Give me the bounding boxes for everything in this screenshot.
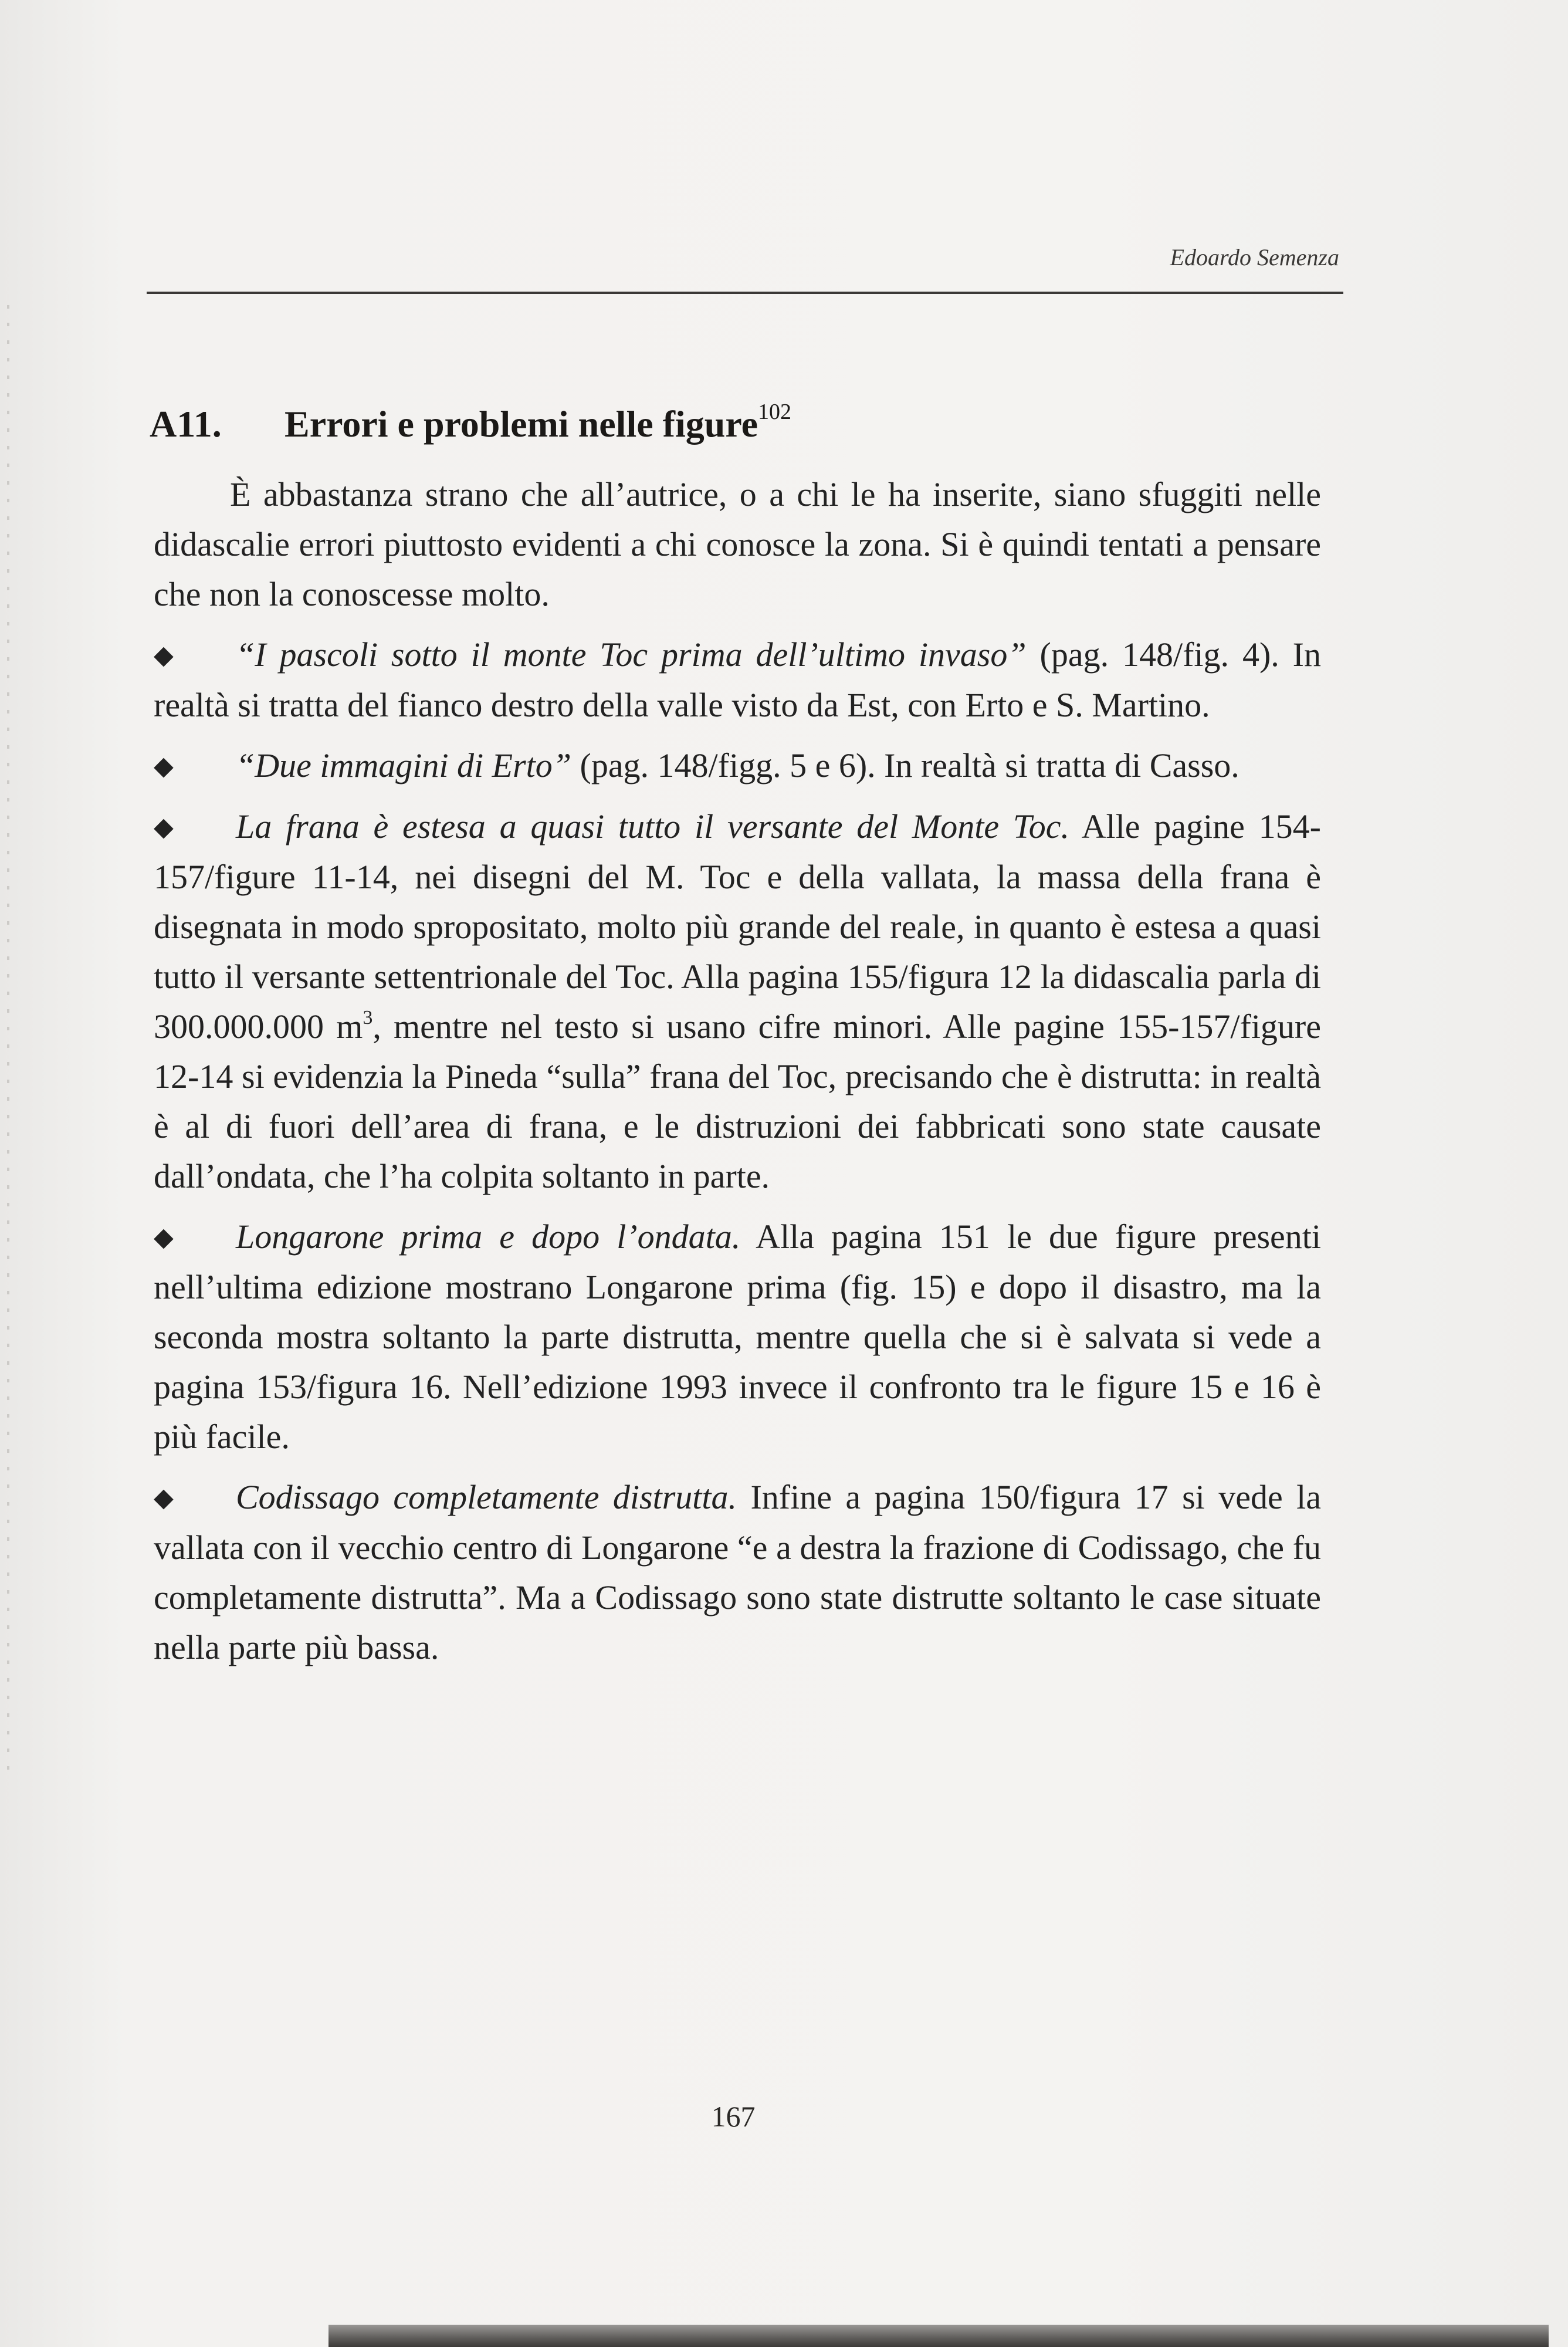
page-edge-marks	[7, 305, 9, 1772]
section-heading	[150, 399, 791, 446]
footnote-reference: 102	[757, 400, 791, 424]
diamond-bullet-icon: ◆	[154, 1483, 174, 1512]
list-item	[154, 1212, 1321, 1462]
item-text: (pag. 148/fig. 4). In realtà si tratta del fianco destro della valle visto da Est, con Erto e S. Martino.	[154, 635, 1321, 724]
item-caption: “I pascoli sotto il monte Toc prima dell’ultimo invaso”	[236, 635, 1027, 674]
page-number: 167	[711, 2100, 756, 2133]
diamond-bullet-icon: ◆	[154, 641, 174, 669]
item-text: Alla pagina 151 le due figure presenti nell’ultima edizione mostrano Longarone prima (fig. 15) e dopo il disastro, ma la seconda mostra soltanto la parte distrutta, mentre quella che si è salvata si vede a pagina 153/figura 16. Nell’edizione 1993 invece il confronto tra le figure 15 e 16 è più facile.	[154, 1218, 1322, 1456]
body-text	[154, 469, 1321, 1683]
list-item	[154, 802, 1321, 1201]
item-text: (pag. 148/figg. 5 e 6). In realtà si tratta di Casso.	[571, 746, 1240, 784]
section-title: Errori e problemi nelle figure	[285, 403, 758, 445]
item-caption: “Due immagini di Erto”	[236, 746, 571, 784]
diamond-bullet-icon: ◆	[154, 752, 174, 780]
header-rule	[147, 292, 1343, 294]
item-caption: La frana è estesa a quasi tutto il versante del Monte Toc.	[236, 807, 1070, 846]
superscript: 3	[363, 1007, 373, 1029]
item-text: Alle pagine 154-157/figure 11-14, nei disegni del M. Toc e della vallata, la massa della frana è disegnata in modo spropositato, molto più grande del reale, in quanto è estesa a quasi tutto il versante settentrionale del Toc. Alla pagina 155/figura 12 la didascalia parla di 300.000.000 m	[154, 807, 1321, 1046]
item-caption: Codissago completamente distrutta.	[236, 1478, 737, 1516]
diamond-bullet-icon: ◆	[154, 1223, 174, 1252]
list-item	[154, 740, 1321, 791]
section-number: A11.	[150, 403, 222, 445]
item-text: Infine a pagina 150/figura 17 si vede la vallata con il vecchio centro di Longarone “e a destra la frazione di Codissago, che fu completamente distrutta”. Ma a Codissago sono state distrutte soltanto le case situate nella parte più bassa.	[154, 1478, 1321, 1666]
item-caption: Longarone prima e dopo l’ondata.	[236, 1218, 741, 1256]
item-text-continued: , mentre nel testo si usano cifre minori. Alle pagine 155-157/figure 12-14 si evidenzia la Pineda “sulla” frana del Toc, precisando che è distrutta: in realtà è al di fuori dell’area di frana, e le distruzioni dei fabbricati sono state causate dall’ondata, che l’ha colpita soltanto in parte.	[154, 1007, 1321, 1195]
intro-paragraph: È abbastanza strano che all’autrice, o a chi le ha inserite, siano sfuggiti nelle didascalie errori piuttosto evidenti a chi conosce la zona. Si è quindi tentati a pensare che non la conoscesse molto.	[154, 475, 1321, 613]
running-head: Edoardo Semenza	[1170, 244, 1339, 270]
diamond-bullet-icon: ◆	[154, 813, 174, 841]
page-bottom-shadow	[328, 2325, 1549, 2347]
list-item	[154, 630, 1321, 730]
list-item	[154, 1472, 1321, 1672]
